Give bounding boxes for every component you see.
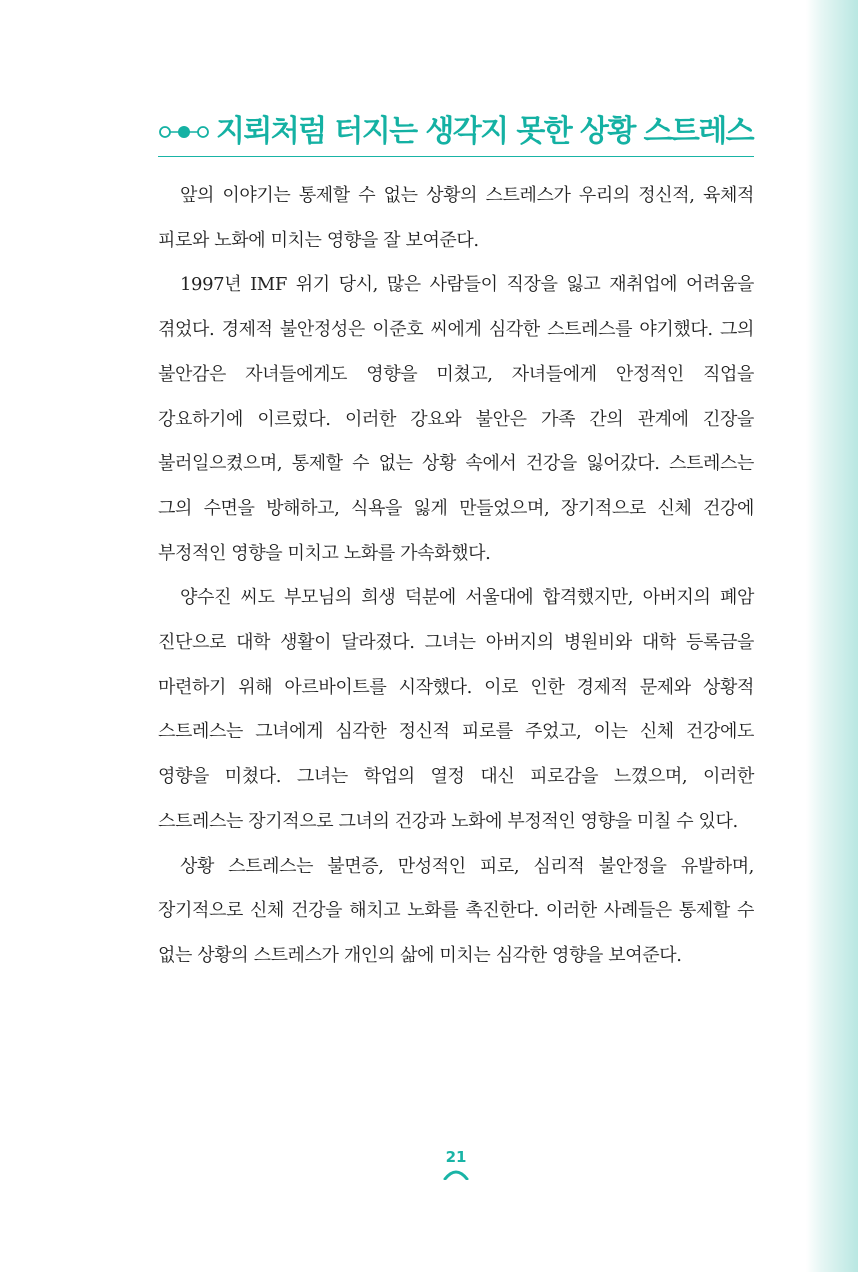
page-number: 21 xyxy=(445,1148,467,1166)
paragraph: 1997년 IMF 위기 당시, 많은 사람들이 직장을 잃고 재취업에 어려움을 겪었다. 경제적 불안정성은 이준호 씨에게 심각한 스트레스를 야기했다. 그의 불안감은 자녀들에게도 영향을 미쳤고, 자녀들에게 안정적인 직업을 강요하기에 이르렀다. 이러한 강요와 불안은 가족 간의 관계에 긴장을 불러일으켰으며, 통제할 수 없는 상황 속에서 건강을 잃어갔다. 스트레스는 그의 수면을 방해하고, 식욕을 잃게 만들었으며, 장기적으로 신체 건강에 부정적인 영향을 미치고 노화를 가속화했다. xyxy=(158,274,754,564)
paragraph: 양수진 씨도 부모님의 희생 덕분에 서울대에 합격했지만, 아버지의 폐암 진단으로 대학 생활이 달라졌다. 그녀는 아버지의 병원비와 대학 등록금을 마련하기 위해 아르바이트를 시작했다. 이로 인한 경제적 문제와 상황적 스트레스는 그녀에게 심각한 정신적 피로를 주었고, 이는 신체 건강에도 영향을 미쳤다. 그녀는 학업의 열정 대신 피로감을 느꼈으며, 이러한 스트레스는 장기적으로 그녀의 건강과 노화에 부정적인 영향을 미칠 수 있다. xyxy=(158,587,754,832)
section-heading xyxy=(158,112,754,157)
side-gradient-bar xyxy=(806,0,858,1272)
arc-icon xyxy=(443,1168,469,1180)
three-circles-icon xyxy=(158,122,210,142)
paragraph: 앞의 이야기는 통제할 수 없는 상황의 스트레스가 우리의 정신적, 육체적 피로와 노화에 미치는 영향을 잘 보여준다. xyxy=(158,185,754,251)
page-title: 지뢰처럼 터지는 생각지 못한 상황 스트레스 xyxy=(216,114,754,149)
body-text xyxy=(158,174,754,979)
page-footer xyxy=(429,1148,483,1180)
paragraph: 상황 스트레스는 불면증, 만성적인 피로, 심리적 불안정을 유발하며, 장기적으로 신체 건강을 해치고 노화를 촉진한다. 이러한 사례들은 통제할 수 없는 상황의 스트레스가 개인의 삶에 미치는 심각한 영향을 보여준다. xyxy=(158,855,754,966)
